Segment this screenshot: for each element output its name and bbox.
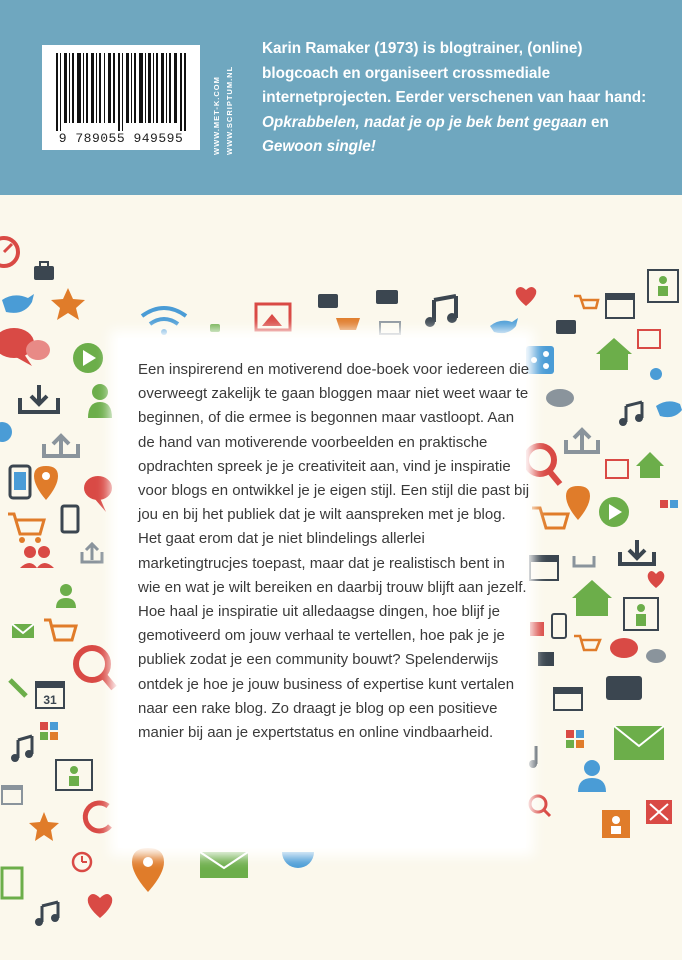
location-pin-icon (34, 466, 58, 500)
user-icon (88, 384, 112, 418)
blurb-text: Een inspirerend en motiverend doe-boek voor iedereen die overweegt zakelijk te gaan bloggen maar niet weet waar te beginnen, of die ermee is begonnen maar vastloopt. Aan de hand van motiverende voorbeelden en praktische opdrachten spreek je je creativiteit aan, vind je inspiratie voor blogs en ontwikkel je je eigen stijl. Een stijl die past bij jou en bij het publiek dat je wilt aanspreken met je blog. Het gaat erom dat je niet blindelings allerlei marketingtrucjes toepast, maar dat je realistisch bent in wie en wat je wilt bereiken en daarbij trouw blijft aan jezelf. Hoe haal je inspiratie uit alledaagse dingen, hoe blijf je gemotiveerd om jouw verhaal te vertellen, hoe pak je je publiek zodat je een community bouwt? Spelenderwijs ontdek je hoe je jouw business of expertise kunt vertalen naar een rake blog. Zo draagt je blog op een positieve manier bij aan je expertstatus en online vindbaarheid. (138, 361, 530, 742)
calendar-day: 31 (43, 693, 57, 707)
barcode-number: 9 789055 949595 (58, 131, 184, 146)
thumbs-up-icon (538, 652, 554, 666)
music-note-icon (11, 736, 33, 762)
briefcase-icon-4 (556, 320, 576, 334)
heart-icon-2 (516, 287, 537, 306)
upload-icon (44, 436, 78, 456)
play-icon (73, 343, 103, 373)
music-note-icon-3 (425, 296, 457, 327)
briefcase-icon-2 (318, 294, 338, 308)
upload-icon-3 (574, 556, 594, 566)
tablet-icon (62, 506, 78, 532)
author-bio-text-b: en (586, 113, 609, 131)
home-icon (596, 338, 632, 370)
bird-icon-2 (490, 318, 518, 333)
pencil-icon (10, 680, 26, 696)
book-title-1: Opkrabbelen, nadat je op je bek bent gegaan (262, 113, 587, 131)
briefcase-icon (34, 262, 54, 280)
users-icon (20, 546, 54, 568)
gear-icon-3 (650, 368, 662, 380)
music-note-icon-4 (619, 402, 643, 426)
chat-bubble-icon (84, 476, 112, 512)
home-icon-2 (636, 452, 664, 478)
url-met-k: WWW.MET-K.COM (212, 76, 221, 155)
star-icon-2 (29, 812, 59, 841)
play-icon-2 (599, 497, 629, 527)
image-icon-2 (638, 330, 660, 348)
gear-icon (0, 422, 12, 442)
grid-icon-2 (660, 500, 678, 508)
cloud-upload-icon (610, 638, 638, 658)
speech-bubble-icon (0, 328, 50, 366)
mail-icon (12, 624, 34, 638)
upload-tray-icon (82, 544, 102, 562)
location-pin-icon-2 (132, 848, 164, 892)
phone-icon (10, 466, 30, 498)
bird-icon (2, 294, 34, 313)
film-icon (2, 868, 22, 898)
cloud-icon (546, 389, 574, 407)
briefcase-icon-5 (606, 676, 642, 700)
calendar-icon-3 (380, 322, 400, 334)
author-bio-text-a: is blogtrainer, (online) blogcoach en organiseert crossmediale internetprojecten. Eerder verschenen van haar hand: (262, 40, 647, 106)
download-icon-2 (620, 540, 654, 564)
heart-icon-3 (648, 571, 665, 588)
music-note-icon-5 (529, 746, 537, 768)
author-name: Karin Ramaker (1973) (262, 40, 419, 57)
url-scriptum: WWW.SCRIPTUM.NL (225, 65, 234, 155)
image-icon (256, 304, 290, 330)
cart-icon-6 (574, 636, 600, 650)
wifi-icon (142, 308, 186, 335)
tools-icon (646, 800, 672, 824)
calendar-icon-6 (554, 688, 582, 710)
image-icon-3 (606, 460, 628, 478)
person-card-icon (602, 810, 630, 838)
calendar-icon-4 (606, 294, 634, 318)
user-icon-2 (578, 760, 606, 792)
mail-icon-2 (200, 852, 248, 878)
music-note-icon-2 (35, 902, 59, 926)
location-pin-icon-3 (566, 486, 590, 520)
grid-icon (40, 722, 58, 740)
magnifier-icon-2 (526, 446, 560, 484)
cart-icon (8, 514, 44, 543)
puzzle-icon (530, 622, 544, 636)
calendar-icon-5 (530, 556, 558, 580)
cart-icon-5 (532, 508, 568, 528)
phone-icon-2 (552, 614, 566, 638)
video-icon (56, 760, 92, 790)
home-icon-3 (572, 580, 612, 616)
download-icon (20, 385, 58, 412)
home-small-icon (210, 324, 220, 332)
clock-icon-2 (73, 853, 91, 871)
clock-icon (0, 238, 18, 266)
calendar-icon-2 (2, 786, 22, 804)
person-frame-icon-2 (624, 598, 658, 630)
refresh-icon (85, 803, 110, 831)
magnifier-icon (76, 648, 114, 688)
person-icon (56, 584, 76, 608)
cloud-icon-2 (646, 649, 666, 663)
bird-icon-3 (656, 401, 682, 417)
magnifier-icon-3 (530, 796, 550, 816)
star-icon (51, 288, 85, 320)
gear-icon-2 (282, 852, 314, 868)
cart-icon-2 (44, 620, 76, 640)
calendar-icon (36, 682, 64, 708)
briefcase-icon-3 (376, 290, 398, 304)
share-icon (526, 346, 554, 374)
upload-icon-2 (566, 430, 598, 452)
cart-icon-3 (336, 318, 360, 330)
grid-icon-3 (566, 730, 584, 748)
cart-icon-4 (574, 296, 598, 308)
person-frame-icon (648, 270, 678, 302)
heart-icon (88, 894, 113, 918)
book-title-2: Gewoon single! (262, 138, 376, 155)
mail-icon-3 (614, 726, 664, 760)
